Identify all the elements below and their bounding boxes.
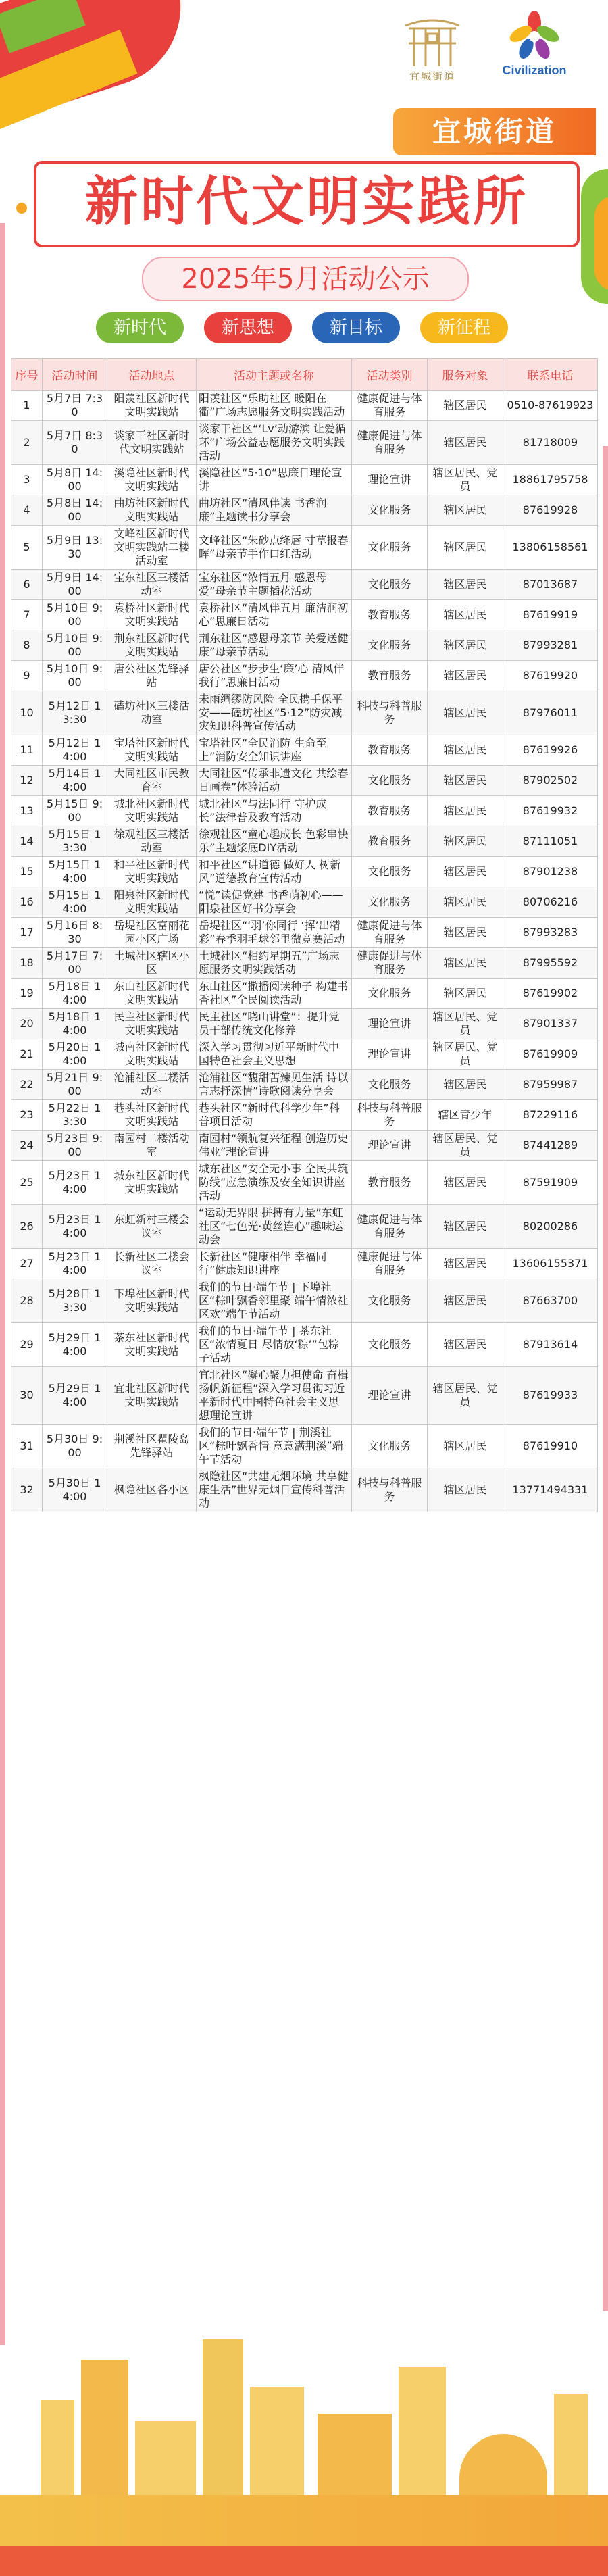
cell-category: 文化服务: [352, 979, 428, 1009]
cell-location: 下埠社区新时代文明实践站: [107, 1279, 197, 1323]
cell-audience: 辖区居民: [428, 979, 503, 1009]
cell-index: 23: [11, 1100, 43, 1131]
table-row: [11, 857, 598, 887]
cell-audience: 辖区居民: [428, 1279, 503, 1323]
cell-category: 教育服务: [352, 1161, 428, 1205]
building-shape: [203, 2339, 243, 2508]
cell-theme: 袁桥社区“清风伴五月 廉洁润初心”思廉日活动: [197, 600, 352, 630]
cell-location: 民主社区新时代文明实践站: [107, 1009, 197, 1039]
table-row: [11, 661, 598, 691]
activity-table: [11, 358, 598, 1512]
cell-time: 5月18日 14:00: [43, 979, 107, 1009]
cell-theme: 城北社区“与法同行 守护成长”法律普及教育活动: [197, 796, 352, 826]
cell-time: 5月30日 14:00: [43, 1468, 107, 1512]
table-row: [11, 796, 598, 826]
cell-time: 5月23日 14:00: [43, 1161, 107, 1205]
decor-left-bar: [0, 223, 5, 2345]
table-row: [11, 630, 598, 661]
table-row: [11, 948, 598, 979]
cell-category: 文化服务: [352, 526, 428, 570]
cell-index: 11: [11, 735, 43, 766]
header-phone: 联系电话: [503, 359, 598, 391]
cell-location: 文峰社区新时代文明实践站二楼活动室: [107, 526, 197, 570]
cell-theme: 文峰社区“朱砂点绛唇 寸草报春晖”母亲节手作口红活动: [197, 526, 352, 570]
cell-theme: 枫隐社区“共建无烟环境 共享健康生活”世界无烟日宣传科普活动: [197, 1468, 352, 1512]
cell-audience: 辖区居民: [428, 421, 503, 465]
cell-phone: 87013687: [503, 570, 598, 600]
cell-phone: 87619919: [503, 600, 598, 630]
civilization-icon: [507, 9, 561, 61]
decor-dot: [16, 203, 27, 214]
cell-audience: 辖区居民: [428, 600, 503, 630]
cell-location: 袁桥社区新时代文明实践站: [107, 600, 197, 630]
decor-right-bar: [603, 446, 608, 2311]
cell-location: 徐观社区三楼活动室: [107, 826, 197, 857]
cell-index: 24: [11, 1131, 43, 1161]
cell-time: 5月12日 14:00: [43, 735, 107, 766]
cell-theme: 未雨绸缪防风险 全民携手保平安——磕坊社区“5·12”防灾减灾知识科普宣传活动: [197, 691, 352, 735]
cell-audience: 辖区居民: [428, 570, 503, 600]
table-row: [11, 766, 598, 796]
table-row: [11, 465, 598, 495]
building-shape: [250, 2387, 304, 2508]
cell-category: 科技与科普服务: [352, 1100, 428, 1131]
cell-location: 荆溪社区瞿陵岛先锋驿站: [107, 1425, 197, 1468]
cell-phone: 87993283: [503, 918, 598, 948]
cell-time: 5月12日 13:30: [43, 691, 107, 735]
cell-time: 5月7日 8:30: [43, 421, 107, 465]
cell-audience: 辖区青少年: [428, 1100, 503, 1131]
cell-theme: 土城社区“相约星期五”广场志愿服务文明实践活动: [197, 948, 352, 979]
cell-theme: 宝东社区“浓情五月 感恩母爱”母亲节主题插花活动: [197, 570, 352, 600]
cell-category: 文化服务: [352, 1279, 428, 1323]
building-shape: [399, 2367, 446, 2508]
cell-time: 5月29日 14:00: [43, 1367, 107, 1425]
header-audience: 服务对象: [428, 359, 503, 391]
cell-location: 城东社区新时代文明实践站: [107, 1161, 197, 1205]
cell-audience: 辖区居民: [428, 1468, 503, 1512]
table-row: [11, 1425, 598, 1468]
cell-category: 文化服务: [352, 1070, 428, 1100]
table-row: [11, 1131, 598, 1161]
cell-location: 阳泉社区新时代文明实践站: [107, 887, 197, 918]
cell-location: 东虹新村三楼会议室: [107, 1205, 197, 1249]
cell-index: 10: [11, 691, 43, 735]
cell-time: 5月8日 14:00: [43, 495, 107, 526]
cell-time: 5月9日 14:00: [43, 570, 107, 600]
cell-time: 5月28日 13:30: [43, 1279, 107, 1323]
table-header-row: [11, 359, 598, 391]
cell-theme: 城东社区“安全无小事 全民共筑防线”应急演练及安全知识讲座活动: [197, 1161, 352, 1205]
cell-index: 4: [11, 495, 43, 526]
cell-index: 6: [11, 570, 43, 600]
cell-index: 27: [11, 1249, 43, 1279]
cell-time: 5月22日 13:30: [43, 1100, 107, 1131]
cell-index: 12: [11, 766, 43, 796]
yicheng-gate-logo: [392, 14, 473, 88]
cell-location: 宝东社区三楼活动室: [107, 570, 197, 600]
cell-audience: 辖区居民: [428, 495, 503, 526]
cell-phone: 87901238: [503, 857, 598, 887]
building-shape: [318, 2414, 392, 2508]
cell-location: 南园村二楼活动室: [107, 1131, 197, 1161]
cell-time: 5月30日 9:00: [43, 1425, 107, 1468]
cell-phone: 80706216: [503, 887, 598, 918]
cell-theme: 徐观社区“童心趣成长 色彩串快乐”主题浆底DIY活动: [197, 826, 352, 857]
cell-time: 5月14日 14:00: [43, 766, 107, 796]
cell-audience: 辖区居民: [428, 391, 503, 421]
cell-phone: 87619932: [503, 796, 598, 826]
cell-time: 5月15日 14:00: [43, 857, 107, 887]
cell-location: 巷头社区新时代文明实践站: [107, 1100, 197, 1131]
table-row: [11, 735, 598, 766]
cell-location: 宝塔社区新时代文明实践站: [107, 735, 197, 766]
cell-index: 2: [11, 421, 43, 465]
cell-index: 32: [11, 1468, 43, 1512]
cell-index: 26: [11, 1205, 43, 1249]
cell-category: 文化服务: [352, 630, 428, 661]
cell-time: 5月16日 8:30: [43, 918, 107, 948]
cell-index: 16: [11, 887, 43, 918]
cell-theme: 长新社区“健康相伴 幸福同行”健康知识讲座: [197, 1249, 352, 1279]
cell-category: 教育服务: [352, 735, 428, 766]
cell-audience: 辖区居民: [428, 1070, 503, 1100]
cell-location: 荆东社区新时代文明实践站: [107, 630, 197, 661]
cell-time: 5月10日 9:00: [43, 661, 107, 691]
cell-audience: 辖区居民: [428, 826, 503, 857]
cell-theme: 和平社区“讲道德 做好人 树新风”道德教育宣传活动: [197, 857, 352, 887]
cell-theme: 唐公社区“步步生‘廉’心 清风伴我行”思廉日活动: [197, 661, 352, 691]
table-row: [11, 391, 598, 421]
cell-audience: 辖区居民、党员: [428, 1367, 503, 1425]
table-row: [11, 1100, 598, 1131]
cell-time: 5月21日 9:00: [43, 1070, 107, 1100]
table-row: [11, 1249, 598, 1279]
cell-index: 29: [11, 1323, 43, 1367]
cell-category: 教育服务: [352, 826, 428, 857]
cell-location: 磕坊社区三楼活动室: [107, 691, 197, 735]
cell-audience: 辖区居民: [428, 766, 503, 796]
table-row: [11, 1205, 598, 1249]
cell-audience: 辖区居民: [428, 1425, 503, 1468]
cell-phone: 87995592: [503, 948, 598, 979]
cell-theme: 阳羡社区“乐助社区 暖阳在衢”广场志愿服务文明实践活动: [197, 391, 352, 421]
table-row: [11, 1070, 598, 1100]
header-theme: 活动主题或名称: [197, 359, 352, 391]
cell-category: 文化服务: [352, 887, 428, 918]
cell-category: 教育服务: [352, 600, 428, 630]
cell-category: 教育服务: [352, 661, 428, 691]
cell-location: 城北社区新时代文明实践站: [107, 796, 197, 826]
cell-category: 科技与科普服务: [352, 691, 428, 735]
cell-location: 唐公社区先锋驿站: [107, 661, 197, 691]
cell-phone: 87901337: [503, 1009, 598, 1039]
cell-time: 5月15日 9:00: [43, 796, 107, 826]
cell-category: 健康促进与体育服务: [352, 948, 428, 979]
table-row: [11, 1009, 598, 1039]
cell-audience: 辖区居民: [428, 857, 503, 887]
header-time: 活动时间: [43, 359, 107, 391]
civilization-logo: [484, 9, 585, 84]
cell-phone: 87902502: [503, 766, 598, 796]
cell-theme: 我们的节日·端午节 | 荆溪社区“粽叶飘香情 意意满荆溪”端午节活动: [197, 1425, 352, 1468]
cell-time: 5月23日 14:00: [43, 1249, 107, 1279]
cell-phone: 0510-87619923: [503, 391, 598, 421]
cell-index: 25: [11, 1161, 43, 1205]
cell-phone: 87959987: [503, 1070, 598, 1100]
cell-category: 健康促进与体育服务: [352, 421, 428, 465]
cell-location: 茶东社区新时代文明实践站: [107, 1323, 197, 1367]
cell-category: 理论宣讲: [352, 1367, 428, 1425]
cell-index: 13: [11, 796, 43, 826]
cell-category: 文化服务: [352, 1323, 428, 1367]
cell-location: 阳羡社区新时代文明实践站: [107, 391, 197, 421]
table-row: [11, 1367, 598, 1425]
cell-theme: 宜北社区“凝心聚力担使命 奋楫扬帆新征程”深入学习贯彻习近平新时代中国特色社会主义思想理论宣讲: [197, 1367, 352, 1425]
cell-phone: 87591909: [503, 1161, 598, 1205]
cell-audience: 辖区居民: [428, 661, 503, 691]
cell-location: 谈家干社区新时代文明实践站: [107, 421, 197, 465]
building-shape: [554, 2394, 588, 2508]
cell-time: 5月18日 14:00: [43, 1009, 107, 1039]
cell-phone: 87619928: [503, 495, 598, 526]
table-row: [11, 691, 598, 735]
cell-theme: 东山社区“撒播阅读种子 构建书香社区”全民阅读活动: [197, 979, 352, 1009]
cell-category: 理论宣讲: [352, 1009, 428, 1039]
table-row: [11, 495, 598, 526]
cell-audience: 辖区居民: [428, 1249, 503, 1279]
cell-category: 文化服务: [352, 570, 428, 600]
cell-time: 5月23日 14:00: [43, 1205, 107, 1249]
table-row: [11, 1039, 598, 1070]
cell-phone: 87229116: [503, 1100, 598, 1131]
cell-index: 20: [11, 1009, 43, 1039]
cell-category: 理论宣讲: [352, 465, 428, 495]
cell-theme: 谈家干社区“‘Lv’动游滨 让爱循环”广场公益志愿服务文明实践活动: [197, 421, 352, 465]
cell-audience: 辖区居民: [428, 887, 503, 918]
cell-index: 31: [11, 1425, 43, 1468]
cell-audience: 辖区居民: [428, 948, 503, 979]
cell-phone: 13806158561: [503, 526, 598, 570]
cell-time: 5月10日 9:00: [43, 630, 107, 661]
cell-category: 文化服务: [352, 766, 428, 796]
cell-category: 科技与科普服务: [352, 1468, 428, 1512]
cell-theme: 溪隐社区“5·10”思廉日理论宣讲: [197, 465, 352, 495]
cell-category: 健康促进与体育服务: [352, 1249, 428, 1279]
cell-phone: 87913614: [503, 1323, 598, 1367]
cell-audience: 辖区居民: [428, 1161, 503, 1205]
cell-time: 5月9日 13:30: [43, 526, 107, 570]
tag-new-thought: 新思想: [204, 312, 292, 343]
footer-skyline: [0, 2325, 608, 2576]
cell-audience: 辖区居民、党员: [428, 465, 503, 495]
cell-time: 5月15日 13:30: [43, 826, 107, 857]
table-row: [11, 421, 598, 465]
building-shape: [41, 2400, 74, 2508]
civilization-logo-text: Civilization: [502, 64, 567, 77]
cell-audience: 辖区居民: [428, 918, 503, 948]
cell-category: 健康促进与体育服务: [352, 1205, 428, 1249]
cell-index: 30: [11, 1367, 43, 1425]
cell-category: 文化服务: [352, 857, 428, 887]
cell-phone: 87976011: [503, 691, 598, 735]
cell-index: 21: [11, 1039, 43, 1070]
cell-theme: 大同社区“传承非遗文化 共绘春日画卷”体验活动: [197, 766, 352, 796]
table-row: [11, 1161, 598, 1205]
sub-banner: 宜城街道: [393, 108, 596, 155]
header-index: 序号: [11, 359, 43, 391]
cell-theme: 曲坊社区“清风伴读 书香润廉”主题读书分享会: [197, 495, 352, 526]
decor-orange-right: [594, 196, 608, 291]
cell-audience: 辖区居民: [428, 1205, 503, 1249]
cell-theme: 宝塔社区“全民消防 生命至上”消防安全知识讲座: [197, 735, 352, 766]
cell-theme: “悦”读促党建 书香萌初心——阳泉社区好书分享会: [197, 887, 352, 918]
cell-location: 土城社区辖区小区: [107, 948, 197, 979]
cell-audience: 辖区居民: [428, 796, 503, 826]
table-row: [11, 979, 598, 1009]
cell-index: 5: [11, 526, 43, 570]
cell-phone: 87619933: [503, 1367, 598, 1425]
gate-logo-text: 宜城街道: [409, 70, 455, 82]
tag-row: [0, 312, 608, 346]
page-title: 新时代文明实践所: [84, 172, 528, 232]
cell-index: 8: [11, 630, 43, 661]
header-location: 活动地点: [107, 359, 197, 391]
cell-category: 教育服务: [352, 796, 428, 826]
cell-index: 7: [11, 600, 43, 630]
cell-theme: 我们的节日·端午节 | 下埠社区“粽叶飘香邻里聚 端午情浓社区欢”端午节活动: [197, 1279, 352, 1323]
cell-phone: 87619920: [503, 661, 598, 691]
cell-location: 大同社区市民教育室: [107, 766, 197, 796]
cell-phone: 87619909: [503, 1039, 598, 1070]
cell-index: 17: [11, 918, 43, 948]
table-row: [11, 1468, 598, 1512]
cell-audience: 辖区居民: [428, 735, 503, 766]
cell-time: 5月10日 9:00: [43, 600, 107, 630]
cell-location: 东山社区新时代文明实践站: [107, 979, 197, 1009]
header-category: 活动类别: [352, 359, 428, 391]
cell-theme: 南园村“领航复兴征程 创造历史伟业”理论宣讲: [197, 1131, 352, 1161]
table-row: [11, 600, 598, 630]
cell-audience: 辖区居民、党员: [428, 1039, 503, 1070]
cell-phone: 87441289: [503, 1131, 598, 1161]
gate-icon: [402, 14, 463, 68]
cell-index: 3: [11, 465, 43, 495]
cell-phone: 87111051: [503, 826, 598, 857]
cell-category: 理论宣讲: [352, 1039, 428, 1070]
cell-theme: 沧浦社区“馥甜苦辣见生活 诗以言志抒深情”诗歌阅读分享会: [197, 1070, 352, 1100]
cell-index: 1: [11, 391, 43, 421]
cell-theme: 民主社区“晓山讲堂”：提升党员干部传统文化修养: [197, 1009, 352, 1039]
cell-time: 5月15日 14:00: [43, 887, 107, 918]
cell-location: 城南社区新时代文明实践站: [107, 1039, 197, 1070]
cell-phone: 87993281: [503, 630, 598, 661]
cell-phone: 87619910: [503, 1425, 598, 1468]
cell-theme: 我们的节日·端午节 | 茶东社区“浓情夏日 尽情放‘粽’”包粽子活动: [197, 1323, 352, 1367]
cell-category: 文化服务: [352, 495, 428, 526]
cell-phone: 81718009: [503, 421, 598, 465]
cell-location: 宜北社区新时代文明实践站: [107, 1367, 197, 1425]
table-row: [11, 1323, 598, 1367]
cell-category: 健康促进与体育服务: [352, 918, 428, 948]
cell-phone: 80200286: [503, 1205, 598, 1249]
cell-location: 长新社区二楼会议室: [107, 1249, 197, 1279]
cell-time: 5月8日 14:00: [43, 465, 107, 495]
cell-time: 5月7日 7:30: [43, 391, 107, 421]
title-box: [34, 161, 580, 247]
footer-band-red: [0, 2546, 608, 2576]
table-row: [11, 826, 598, 857]
cell-audience: 辖区居民、党员: [428, 1131, 503, 1161]
cell-phone: 13771494331: [503, 1468, 598, 1512]
cell-location: 沧浦社区二楼活动室: [107, 1070, 197, 1100]
cell-location: 溪隐社区新时代文明实践站: [107, 465, 197, 495]
announcement-date: 2025年5月活动公示: [142, 257, 469, 301]
cell-index: 14: [11, 826, 43, 857]
cell-index: 9: [11, 661, 43, 691]
cell-index: 18: [11, 948, 43, 979]
cell-location: 岳堤社区富丽花园小区广场: [107, 918, 197, 948]
cell-audience: 辖区居民、党员: [428, 1009, 503, 1039]
cell-audience: 辖区居民: [428, 526, 503, 570]
cell-index: 19: [11, 979, 43, 1009]
cell-theme: 荆东社区“感恩母亲节 关爱送健康”母亲节活动: [197, 630, 352, 661]
cell-theme: 岳堤社区“‘羽’你同行 ‘挥’出精彩”春季羽毛球邻里微竞赛活动: [197, 918, 352, 948]
cell-time: 5月23日 9:00: [43, 1131, 107, 1161]
cell-location: 枫隐社区各小区: [107, 1468, 197, 1512]
table-body: [11, 391, 598, 1512]
cell-audience: 辖区居民: [428, 691, 503, 735]
cell-time: 5月17日 7:00: [43, 948, 107, 979]
table-row: [11, 1279, 598, 1323]
table-row: [11, 887, 598, 918]
cell-location: 曲坊社区新时代文明实践站: [107, 495, 197, 526]
table-row: [11, 570, 598, 600]
cell-index: 28: [11, 1279, 43, 1323]
cell-phone: 18861795758: [503, 465, 598, 495]
tag-new-journey: 新征程: [420, 312, 508, 343]
cell-theme: “运动无界限 拼搏有力量”东虹社区“七色光·黄丝连心”趣味运动会: [197, 1205, 352, 1249]
cell-phone: 13606155371: [503, 1249, 598, 1279]
table-row: [11, 526, 598, 570]
cell-index: 22: [11, 1070, 43, 1100]
cell-category: 健康促进与体育服务: [352, 391, 428, 421]
cell-phone: 87619902: [503, 979, 598, 1009]
cell-time: 5月29日 14:00: [43, 1323, 107, 1367]
cell-phone: 87663700: [503, 1279, 598, 1323]
building-shape: [81, 2360, 128, 2508]
cell-theme: 巷头社区“新时代科学少年”科普项目活动: [197, 1100, 352, 1131]
cell-time: 5月20日 14:00: [43, 1039, 107, 1070]
cell-theme: 深入学习贯彻习近平新时代中国特色社会主义思想: [197, 1039, 352, 1070]
table-row: [11, 918, 598, 948]
cell-location: 和平社区新时代文明实践站: [107, 857, 197, 887]
cell-category: 文化服务: [352, 1425, 428, 1468]
cell-audience: 辖区居民: [428, 1323, 503, 1367]
cell-phone: 87619926: [503, 735, 598, 766]
tag-new-goal: 新目标: [312, 312, 400, 343]
cell-index: 15: [11, 857, 43, 887]
tag-new-era: 新时代: [96, 312, 184, 343]
cell-audience: 辖区居民: [428, 630, 503, 661]
cell-category: 理论宣讲: [352, 1131, 428, 1161]
